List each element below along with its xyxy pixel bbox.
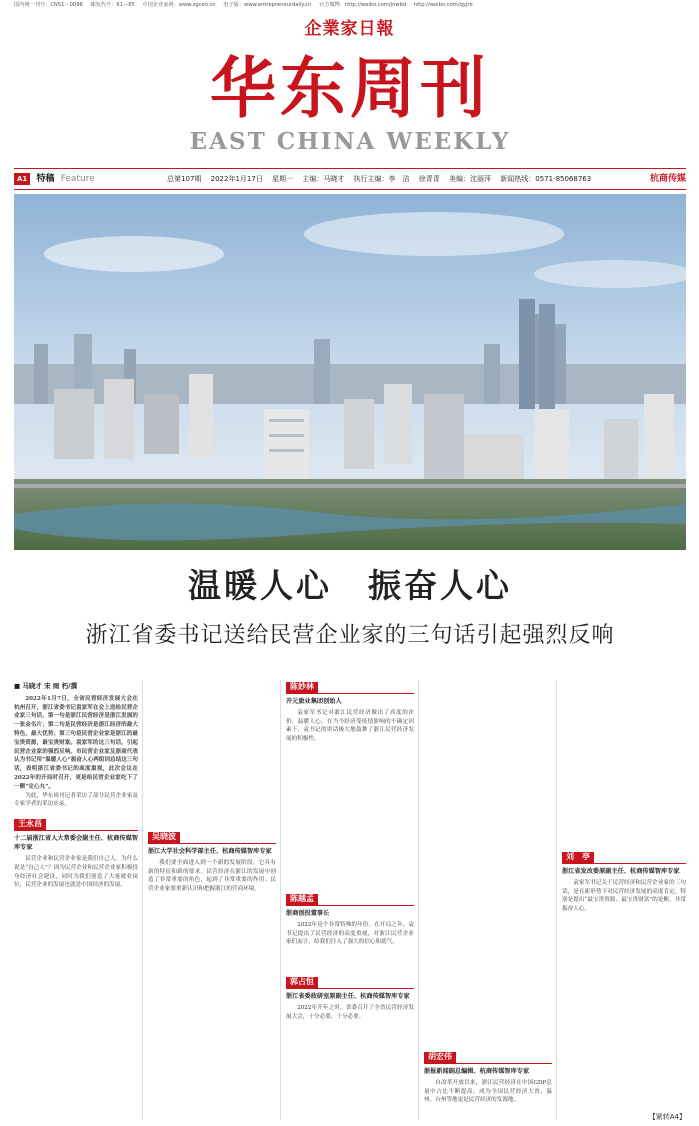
person-quote: 袁家军书记对浙江民营经济做出了高度的评价，温暖人心。在当今经济受疫情影响的不确定因素下，袁书记的讲话极大地鼓舞了浙江民营经济发展的积极性。 <box>286 709 414 743</box>
person-role: 浙江省委政研室原副主任、杭商传媒智库专家 <box>286 992 410 1000</box>
person-tag-hu <box>424 1052 552 1064</box>
top-info-bar <box>0 0 699 10</box>
exec-editor-2: 徐青青 <box>418 175 440 183</box>
person-role: 浙商创投董事长 <box>286 909 330 917</box>
issue-number: 总第107期 <box>167 175 202 183</box>
person-quote: 袁家军书记关于民营经济和民营企业家的三句话，是在新形势下对民营经济发展的高度肯定，特别是提出“最宝贵资源、最宝贵财富”的论断，非常振奋人心。 <box>562 879 686 913</box>
page-info-bar <box>14 168 686 190</box>
article-column-1 <box>14 682 138 890</box>
city-skyline-photo <box>14 194 686 550</box>
person-tag-wang <box>14 819 138 831</box>
person-name: 陈越孟 <box>286 894 318 905</box>
issue-weekday: 星期一 <box>272 175 294 183</box>
person-name: 郭占恒 <box>286 977 318 988</box>
topbar-item: 电子版：www.entrepreneurdaily.cn <box>223 2 312 8</box>
page-number-badge: A1 <box>14 173 30 185</box>
body-paragraph: 为此，华东周刊记者采访了部分民营企业家及专家学者的采访实录。 <box>14 792 138 808</box>
person-name: 刘 亭 <box>562 852 594 863</box>
topbar-item: 国内统一刊号：CN51－0098 <box>14 2 83 8</box>
person-tag-chen-miaolin <box>286 682 414 694</box>
person-name: 吴晓波 <box>148 832 180 843</box>
section-name: 特稿 <box>36 174 55 184</box>
person-quote: 民营企业和民营企业家是我们自己人。为什么说是“自己人”？因为民营企业和民营企业家积极投身经济社会建设，同时为我们创造了大量就业岗位，民营企业的发展也就是中国经济的发展。 <box>14 855 138 889</box>
person-role: 浙江省发改委原副主任、杭商传媒智库专家 <box>562 867 680 875</box>
person-tag-chen-yuemeng <box>286 894 414 906</box>
article-column-2 <box>148 682 276 894</box>
section-name-en: Feature <box>60 174 95 184</box>
publisher-logo: 企業家日報 <box>304 19 395 39</box>
masthead-english: EAST CHINA WEEKLY <box>189 128 511 155</box>
person-role: 十二届浙江省人大常委会副主任、杭商传媒智库专家 <box>14 834 138 851</box>
person-name: 王永昌 <box>14 819 46 830</box>
main-headline: 温暖人心 振奋人心 <box>188 566 512 605</box>
person-quote: 2022年是个非常特殊的年份。在开局之年，袁书记提出了民营经济的高度重视，对浙江民营企业家们而言，给我们注入了强大的信心和底气。 <box>286 921 414 946</box>
person-tag-wu <box>148 832 276 844</box>
article-column-3 <box>286 682 414 1022</box>
topbar-item: 邮发代号：61—85 <box>90 2 135 8</box>
person-quote: 我们要全面进入到一个新的发展阶段，它具有新的特征和新的要求。民营经济在浙江的发展中创造了非常重要的角色，起到了非常重要的作用。民营企业家要重新认识和把握浙江的营商环境。 <box>148 859 276 893</box>
person-name: 陈妙林 <box>286 682 318 693</box>
article-column-4 <box>424 682 552 1105</box>
media-logo: 杭商传媒 <box>649 174 686 184</box>
person-role: 开元旅业集团创始人 <box>286 697 342 705</box>
person-name: 胡宏伟 <box>424 1052 456 1063</box>
continued-marker: 【紧转A4】 <box>648 1113 686 1121</box>
article-column-5 <box>562 682 686 914</box>
news-hotline: 新闻热线：0571-85068763 <box>500 175 592 183</box>
person-quote: 自改革开放以来，浙江民营经济在中国GDP总量中占比不断提高，成为全国民营经济大省，温州、台州等地更是民营经济的发源地。 <box>424 1079 552 1104</box>
sub-headline: 浙江省委书记送给民营企业家的三句话引起强烈反响 <box>85 623 615 648</box>
masthead-title: 华东周刊 <box>210 50 490 127</box>
topbar-item: 中国企业家网：www.zgceo.cn <box>142 2 216 8</box>
issue-date: 2022年1月17日 <box>210 175 263 183</box>
person-quote: 2022年开年之时，省委召开了全省民营经济发展大会，十分必要，十分必要。 <box>286 1004 414 1020</box>
exec-editor: 执行主编：李 洁 <box>353 175 410 183</box>
person-tag-guo <box>286 977 414 989</box>
chief-editor: 主编：马晓才 <box>302 175 345 183</box>
person-role: 浙江大学社会科学部主任、杭商传媒智库专家 <box>148 847 272 855</box>
person-tag-liu <box>562 852 686 864</box>
art-editor: 美编：沈丽萍 <box>449 175 491 183</box>
byline: ■ 马晓才 宋 雨 朽/撰 <box>14 682 78 690</box>
lead-paragraph: 2022年1月7日，全省民营经济发展大会在杭州召开，浙江省委书记袁家军在会上送给民营企业家三句话，第一句是浙江民营经济是浙江发展的一张金名片；第二句是民营经济是浙江经济的最大特色，最大优势；第三句是民营企业家是浙江的最宝贵资源，最宝贵财富。袁家军的这三句话，引起民营企业家的强烈反响。市民营企业家及浙商代表认为书记用“温暖人心”振奋人心两组词总结这三句话，表明浙江省委书记的高度重视，此次会议在2022年的开局时召开，更是给民营企业家吃下了一颗“定心丸”。 <box>14 695 138 790</box>
topbar-item: 官方微博：http://weibo.com/jnwbd <box>319 2 407 8</box>
topbar-item: http://weibo.com/qyjrb <box>413 2 473 8</box>
person-role: 浙报新闻副总编辑、杭商传媒智库专家 <box>424 1067 530 1075</box>
